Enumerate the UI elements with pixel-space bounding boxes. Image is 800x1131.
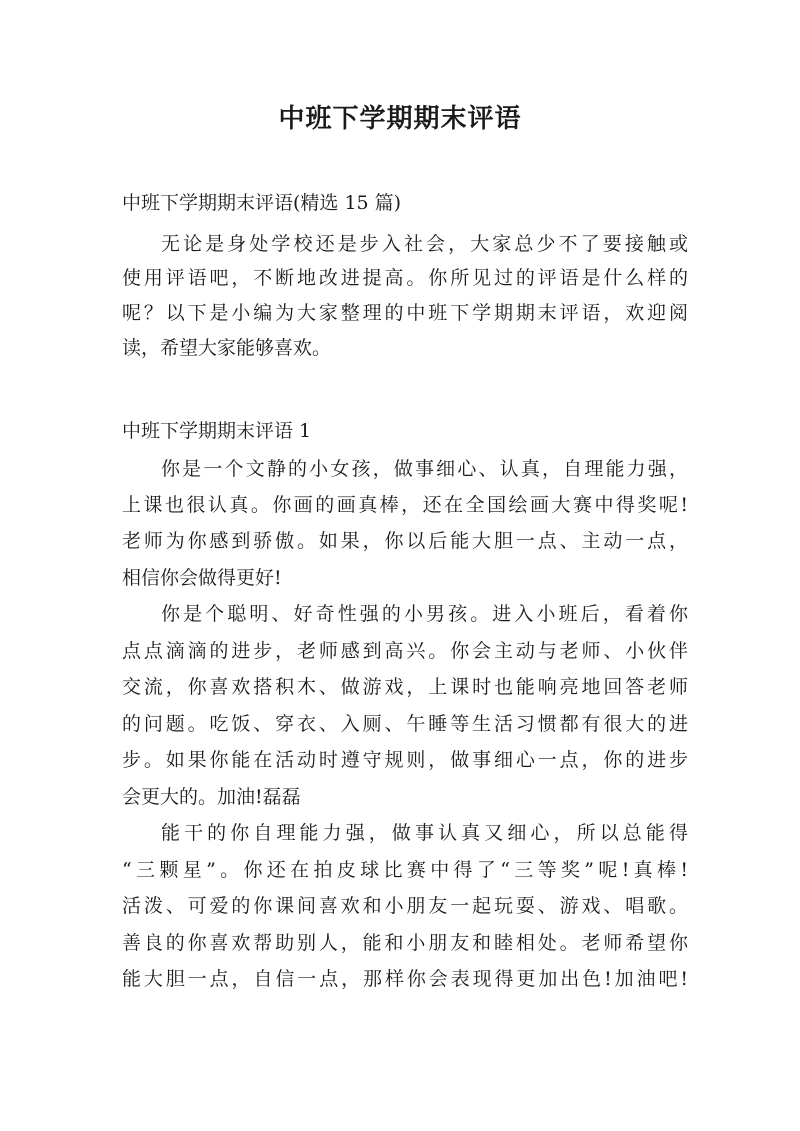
paragraph-line: 上课也很认真。你画的画真棒，还在全国绘画大赛中得奖呢! [122,494,688,516]
paragraph-line: 的问题。吃饭、穿衣、入厕、午睡等生活习惯都有很大的进 [122,713,688,735]
paragraph-line: 能大胆一点，自信一点，那样你会表现得更加出色!加油吧! [122,968,688,990]
paragraph-line: 能干的你自理能力强，做事认真又细心，所以总能得 [161,822,688,844]
paragraph-line: 步。如果你能在活动时遵守规则，做事细心一点，你的进步 [122,749,688,771]
paragraph-line: 老师为你感到骄傲。如果，你以后能大胆一点、主动一点， [122,530,688,552]
paragraph-line: 交流，你喜欢搭积木、做游戏，上课时也能响亮地回答老师 [122,676,688,698]
paragraph-line: 善良的你喜欢帮助别人，能和小朋友和睦相处。老师希望你 [122,932,688,954]
paragraph-line: 会更大的。加油!磊磊 [122,786,301,808]
paragraph-line: 点点滴滴的进步，老师感到高兴。你会主动与老师、小伙伴 [122,640,688,662]
paragraph-line: 活泼、可爱的你课间喜欢和小朋友一起玩耍、游戏、唱歌。 [122,895,688,917]
paragraph-line: 你是一个文静的小女孩，做事细心、认真，自理能力强， [161,458,688,480]
intro-line: 读，希望大家能够喜欢。 [122,337,332,359]
paragraph-line: 你是个聪明、好奇性强的小男孩。进入小班后，看着你 [161,603,688,625]
intro-line: 使用评语吧，不断地改进提高。你所见过的评语是什么样的 [122,267,688,289]
document-subtitle: 中班下学期期末评语(精选 15 篇) [122,192,402,214]
intro-line: 呢？以下是小编为大家整理的中班下学期期末评语，欢迎阅 [122,302,688,324]
intro-line: 无论是身处学校还是步入社会，大家总少不了要接触或 [161,233,688,255]
document-title: 中班下学期期末评语 [278,104,522,134]
paragraph-line: “三颗星”。你还在拍皮球比赛中得了“三等奖”呢!真棒! [122,859,688,881]
paragraph-line: 相信你会做得更好! [122,567,282,589]
section-heading: 中班下学期期末评语 1 [122,420,312,442]
